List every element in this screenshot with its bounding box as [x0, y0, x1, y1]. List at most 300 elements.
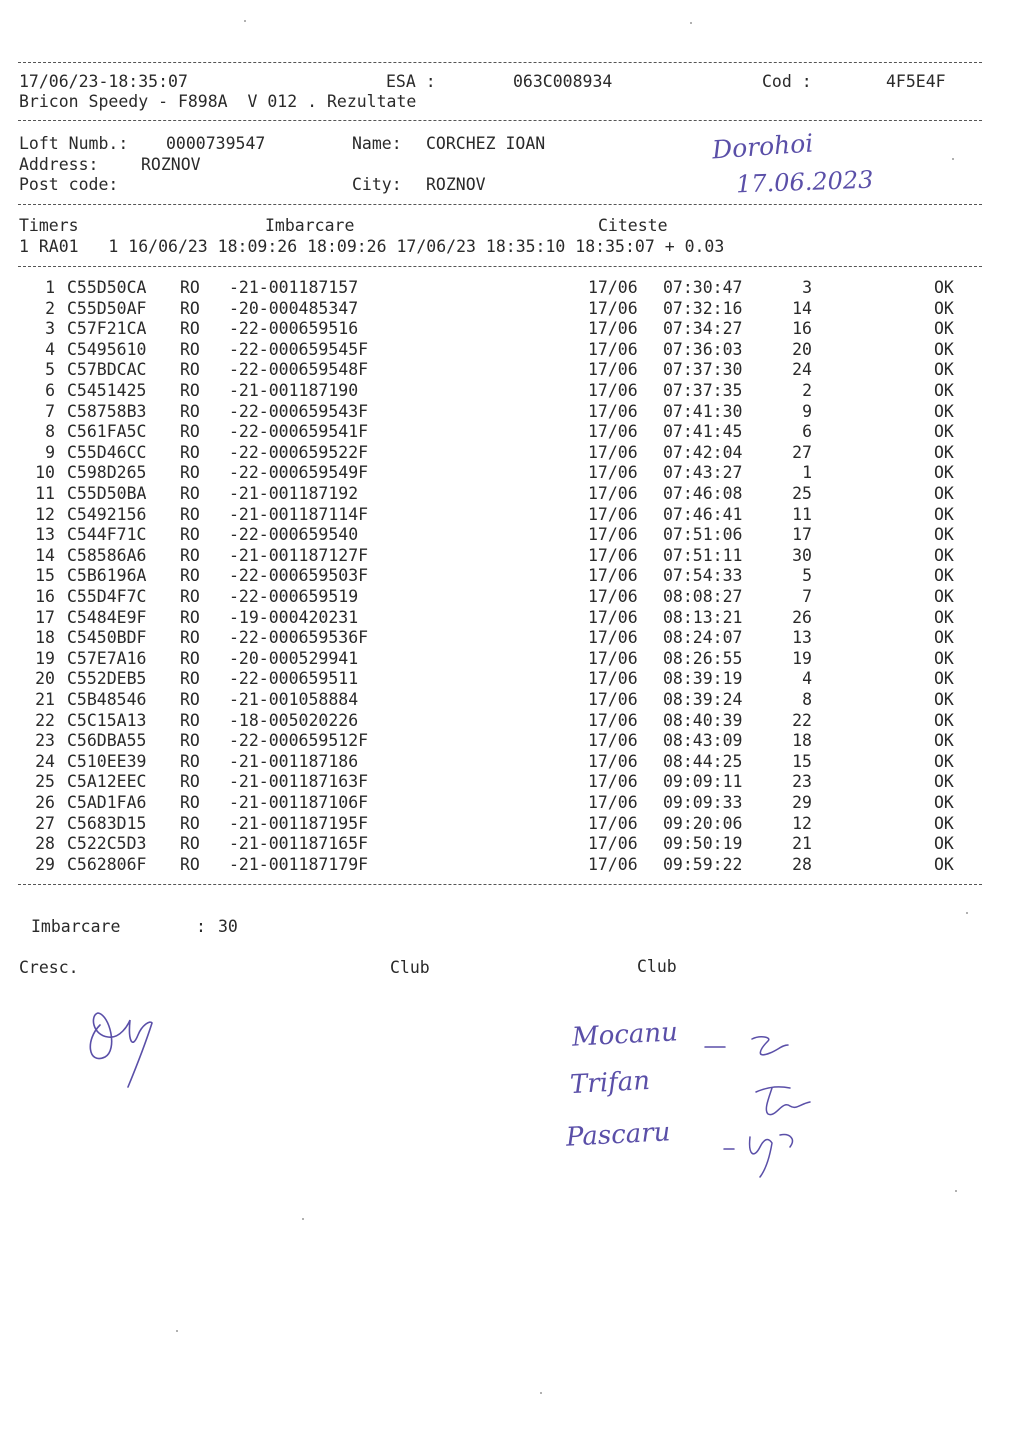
- row-date: 17/06: [588, 587, 638, 606]
- row-number: 7: [45, 401, 55, 421]
- row-code: C522C5D3: [67, 834, 147, 854]
- loft-label: Loft Numb.:: [19, 134, 129, 153]
- result-row: [0, 855, 1024, 876]
- postcode-label: Post code:: [19, 175, 119, 194]
- club-member-signature-3: [720, 1125, 810, 1180]
- scan-speck: [540, 1392, 542, 1394]
- row-country: RO: [180, 422, 200, 442]
- row-date: 17/06: [588, 751, 638, 771]
- row-code: C57BDCAC: [67, 360, 147, 380]
- row-status: OK: [934, 587, 954, 606]
- row-ring: -22-000659536F: [229, 628, 369, 648]
- row-position: 16: [792, 319, 812, 339]
- row-position: 29: [792, 793, 812, 812]
- row-date: 17/06: [588, 463, 638, 483]
- row-time: 07:41:30: [663, 401, 743, 421]
- row-ring: -21-001058884: [229, 690, 359, 709]
- row-date: 17/06: [588, 401, 638, 421]
- row-status: OK: [934, 813, 954, 833]
- row-date: 17/06: [588, 731, 638, 751]
- row-status: OK: [934, 319, 954, 339]
- row-position: 2: [802, 381, 812, 400]
- row-position: 18: [792, 731, 812, 751]
- row-country: RO: [180, 587, 200, 606]
- row-status: OK: [934, 298, 954, 318]
- row-status: OK: [934, 834, 954, 854]
- row-country: RO: [180, 442, 200, 462]
- row-date: 17/06: [588, 422, 638, 442]
- row-code: C57E7A16: [67, 648, 147, 668]
- scan-speck: [952, 158, 954, 160]
- row-code: C56DBA55: [67, 731, 147, 751]
- row-number: 20: [35, 669, 55, 689]
- club-member-name-2: Trifan: [569, 1065, 651, 1101]
- row-number: 21: [35, 690, 55, 709]
- scan-speck: [690, 22, 692, 24]
- row-ring: -22-000659549F: [229, 463, 369, 483]
- row-number: 15: [35, 566, 55, 586]
- row-ring: -22-000659545F: [229, 339, 369, 359]
- row-time: 08:13:21: [663, 607, 743, 627]
- row-position: 14: [792, 298, 812, 318]
- row-date: 17/06: [588, 339, 638, 359]
- row-code: C5450BDF: [67, 628, 147, 648]
- result-row: [0, 381, 1024, 402]
- separator-header: [18, 120, 982, 121]
- row-status: OK: [934, 690, 954, 709]
- row-number: 3: [45, 319, 55, 339]
- row-date: 17/06: [588, 525, 638, 545]
- row-date: 17/06: [588, 607, 638, 627]
- row-date: 17/06: [588, 669, 638, 689]
- row-time: 07:43:27: [663, 463, 743, 483]
- row-position: 28: [792, 854, 812, 874]
- row-country: RO: [180, 298, 200, 318]
- row-position: 5: [802, 566, 812, 586]
- row-time: 07:30:47: [663, 278, 743, 297]
- row-date: 17/06: [588, 648, 638, 668]
- imbarcare-total-value: 30: [218, 917, 238, 936]
- row-time: 07:51:06: [663, 525, 743, 545]
- row-code: C58758B3: [67, 401, 147, 421]
- timer-line: 1 RA01 1 16/06/23 18:09:26 18:09:26 17/06/23 18:35:10 18:35:07 + 0.03: [19, 237, 725, 256]
- row-number: 24: [35, 751, 55, 771]
- row-country: RO: [180, 731, 200, 751]
- row-date: 17/06: [588, 854, 638, 874]
- result-row: [0, 834, 1024, 855]
- row-ring: -22-000659541F: [229, 422, 369, 442]
- row-status: OK: [934, 278, 954, 297]
- row-ring: -21-001187179F: [229, 854, 369, 874]
- row-number: 25: [35, 772, 55, 792]
- row-ring: -22-000659543F: [229, 401, 369, 421]
- row-position: 26: [792, 607, 812, 627]
- row-status: OK: [934, 381, 954, 400]
- row-time: 07:54:33: [663, 566, 743, 586]
- row-position: 1: [802, 463, 812, 483]
- handwritten-date: 17.06.2023: [735, 165, 874, 199]
- row-ring: -22-000659522F: [229, 442, 369, 462]
- row-position: 24: [792, 360, 812, 380]
- row-ring: -22-000659503F: [229, 566, 369, 586]
- row-status: OK: [934, 463, 954, 483]
- row-position: 9: [802, 401, 812, 421]
- imbarcare-total-label: Imbarcare: [31, 917, 121, 936]
- row-country: RO: [180, 484, 200, 503]
- separator-results: [18, 884, 982, 885]
- result-row: [0, 711, 1024, 732]
- row-date: 17/06: [588, 278, 638, 297]
- row-country: RO: [180, 690, 200, 709]
- row-ring: -21-001187190: [229, 381, 359, 400]
- row-status: OK: [934, 628, 954, 648]
- row-code: C5C15A13: [67, 710, 147, 730]
- row-position: 22: [792, 710, 812, 730]
- row-time: 07:32:16: [663, 298, 743, 318]
- row-code: C5AD1FA6: [67, 793, 147, 812]
- city-value: ROZNOV: [426, 175, 486, 194]
- row-date: 17/06: [588, 834, 638, 854]
- row-country: RO: [180, 669, 200, 689]
- result-row: [0, 340, 1024, 361]
- row-date: 17/06: [588, 298, 638, 318]
- row-time: 09:09:11: [663, 772, 743, 792]
- club-member-name-1: Mocanu: [571, 1017, 679, 1053]
- row-time: 09:59:22: [663, 854, 743, 874]
- row-status: OK: [934, 854, 954, 874]
- row-position: 23: [792, 772, 812, 792]
- row-country: RO: [180, 566, 200, 586]
- name-label: Name:: [352, 134, 402, 153]
- row-date: 17/06: [588, 484, 638, 503]
- row-number: 8: [45, 422, 55, 442]
- result-row: [0, 690, 1024, 711]
- row-code: C55D4F7C: [67, 587, 147, 606]
- result-row: [0, 422, 1024, 443]
- row-country: RO: [180, 463, 200, 483]
- row-number: 29: [35, 854, 55, 874]
- row-number: 19: [35, 648, 55, 668]
- row-time: 07:36:03: [663, 339, 743, 359]
- timers-citeste-label: Citeste: [598, 216, 668, 235]
- row-date: 17/06: [588, 566, 638, 586]
- row-position: 27: [792, 442, 812, 462]
- row-status: OK: [934, 710, 954, 730]
- address-value: ROZNOV: [141, 155, 201, 174]
- row-ring: -21-001187186: [229, 751, 359, 771]
- row-ring: -22-000659519: [229, 587, 359, 606]
- result-row: [0, 360, 1024, 381]
- row-country: RO: [180, 834, 200, 854]
- result-row: [0, 772, 1024, 793]
- row-code: C55D50AF: [67, 298, 147, 318]
- row-code: C5451425: [67, 381, 147, 400]
- row-code: C55D50CA: [67, 278, 147, 297]
- result-row: [0, 814, 1024, 835]
- row-country: RO: [180, 504, 200, 524]
- row-ring: -21-001187165F: [229, 834, 369, 854]
- row-country: RO: [180, 648, 200, 668]
- row-ring: -22-000659512F: [229, 731, 369, 751]
- row-time: 08:24:07: [663, 628, 743, 648]
- handwritten-place: Dorohoi: [711, 128, 815, 165]
- row-number: 14: [35, 545, 55, 565]
- result-row: [0, 752, 1024, 773]
- row-position: 8: [802, 690, 812, 709]
- row-time: 07:46:08: [663, 484, 743, 503]
- row-status: OK: [934, 566, 954, 586]
- result-row: [0, 319, 1024, 340]
- result-row: [0, 546, 1024, 567]
- row-country: RO: [180, 607, 200, 627]
- row-date: 17/06: [588, 360, 638, 380]
- row-number: 9: [45, 442, 55, 462]
- row-date: 17/06: [588, 381, 638, 400]
- row-code: C544F71C: [67, 525, 147, 545]
- esa-value: 063C008934: [513, 72, 613, 91]
- scan-speck: [176, 1330, 178, 1332]
- row-country: RO: [180, 381, 200, 400]
- row-number: 18: [35, 628, 55, 648]
- row-number: 4: [45, 339, 55, 359]
- row-position: 7: [802, 587, 812, 606]
- row-ring: -20-000529941: [229, 648, 359, 668]
- row-country: RO: [180, 751, 200, 771]
- row-number: 23: [35, 731, 55, 751]
- row-ring: -21-001187157: [229, 278, 359, 297]
- row-code: C5484E9F: [67, 607, 147, 627]
- row-time: 07:46:41: [663, 504, 743, 524]
- fancier-name: CORCHEZ IOAN: [426, 134, 546, 153]
- row-position: 6: [802, 422, 812, 442]
- row-time: 07:37:35: [663, 381, 743, 400]
- row-code: C5A12EEC: [67, 772, 147, 792]
- device-line: Bricon Speedy - F898A V 012 . Rezultate: [19, 92, 417, 111]
- row-status: OK: [934, 731, 954, 751]
- row-code: C5B6196A: [67, 566, 147, 586]
- row-number: 27: [35, 813, 55, 833]
- result-row: [0, 628, 1024, 649]
- row-time: 08:44:25: [663, 751, 743, 771]
- row-ring: -22-000659540: [229, 525, 359, 545]
- row-status: OK: [934, 401, 954, 421]
- row-code: C55D50BA: [67, 484, 147, 503]
- row-ring: -18-005020226: [229, 710, 359, 730]
- row-date: 17/06: [588, 442, 638, 462]
- row-country: RO: [180, 360, 200, 380]
- row-status: OK: [934, 751, 954, 771]
- result-row: [0, 443, 1024, 464]
- row-ring: -21-001187127F: [229, 545, 369, 565]
- result-row: [0, 278, 1024, 299]
- row-code: C5683D15: [67, 813, 147, 833]
- separator-timers: [18, 266, 982, 267]
- row-country: RO: [180, 319, 200, 339]
- row-time: 08:39:19: [663, 669, 743, 689]
- row-position: 13: [792, 628, 812, 648]
- row-number: 5: [45, 360, 55, 380]
- result-row: [0, 566, 1024, 587]
- row-position: 30: [792, 545, 812, 565]
- separator-top: [18, 62, 982, 63]
- row-date: 17/06: [588, 813, 638, 833]
- result-row: [0, 525, 1024, 546]
- row-ring: -22-000659511: [229, 669, 359, 689]
- club-member-signature-1: [700, 1025, 800, 1065]
- row-time: 08:08:27: [663, 587, 743, 606]
- row-code: C58586A6: [67, 545, 147, 565]
- row-position: 19: [792, 648, 812, 668]
- row-status: OK: [934, 648, 954, 668]
- row-date: 17/06: [588, 793, 638, 812]
- row-time: 07:34:27: [663, 319, 743, 339]
- row-position: 3: [802, 278, 812, 297]
- row-status: OK: [934, 504, 954, 524]
- result-row: [0, 669, 1024, 690]
- club-label-1: Club: [390, 958, 430, 977]
- row-ring: -21-001187163F: [229, 772, 369, 792]
- row-status: OK: [934, 793, 954, 812]
- scan-speck: [966, 912, 968, 914]
- timers-imbarcare-label: Imbarcare: [265, 216, 355, 235]
- row-number: 28: [35, 834, 55, 854]
- row-number: 6: [45, 381, 55, 400]
- row-position: 17: [792, 525, 812, 545]
- row-number: 16: [35, 587, 55, 606]
- row-country: RO: [180, 339, 200, 359]
- row-position: 12: [792, 813, 812, 833]
- row-status: OK: [934, 360, 954, 380]
- row-code: C552DEB5: [67, 669, 147, 689]
- result-row: [0, 608, 1024, 629]
- scan-speck: [244, 20, 246, 22]
- row-time: 09:20:06: [663, 813, 743, 833]
- row-position: 4: [802, 669, 812, 689]
- row-date: 17/06: [588, 772, 638, 792]
- scan-speck: [302, 1218, 304, 1220]
- row-ring: -21-001187114F: [229, 504, 369, 524]
- row-date: 17/06: [588, 319, 638, 339]
- row-country: RO: [180, 545, 200, 565]
- cod-value: 4F5E4F: [886, 72, 946, 91]
- club-member-signature-2: [750, 1078, 830, 1123]
- row-status: OK: [934, 669, 954, 689]
- row-country: RO: [180, 401, 200, 421]
- result-row: [0, 402, 1024, 423]
- row-time: 08:43:09: [663, 731, 743, 751]
- imbarcare-total-sep: :: [196, 917, 206, 936]
- row-code: C598D265: [67, 463, 147, 483]
- row-time: 07:41:45: [663, 422, 743, 442]
- row-number: 17: [35, 607, 55, 627]
- cresc-label: Cresc.: [19, 958, 79, 977]
- row-status: OK: [934, 484, 954, 503]
- result-row: [0, 505, 1024, 526]
- row-code: C55D46CC: [67, 442, 147, 462]
- row-number: 12: [35, 504, 55, 524]
- row-ring: -21-001187195F: [229, 813, 369, 833]
- result-row: [0, 463, 1024, 484]
- row-ring: -19-000420231: [229, 607, 359, 627]
- row-country: RO: [180, 628, 200, 648]
- row-date: 17/06: [588, 690, 638, 709]
- row-code: C5B48546: [67, 690, 147, 709]
- row-time: 08:26:55: [663, 648, 743, 668]
- row-status: OK: [934, 339, 954, 359]
- row-code: C5492156: [67, 504, 147, 524]
- loft-number: 0000739547: [166, 134, 266, 153]
- club-member-name-3: Pascaru: [565, 1117, 672, 1153]
- row-number: 26: [35, 793, 55, 812]
- row-country: RO: [180, 772, 200, 792]
- address-label: Address:: [19, 155, 99, 174]
- row-position: 25: [792, 484, 812, 503]
- row-time: 07:37:30: [663, 360, 743, 380]
- esa-label: ESA :: [386, 72, 436, 91]
- row-time: 08:39:24: [663, 690, 743, 709]
- row-number: 10: [35, 463, 55, 483]
- cod-label: Cod :: [762, 72, 812, 91]
- row-code: C561FA5C: [67, 422, 147, 442]
- row-number: 13: [35, 525, 55, 545]
- scan-speck: [955, 1190, 957, 1192]
- result-row: [0, 587, 1024, 608]
- result-row: [0, 793, 1024, 814]
- row-country: RO: [180, 793, 200, 812]
- row-date: 17/06: [588, 504, 638, 524]
- print-timestamp: 17/06/23-18:35:07: [19, 72, 188, 91]
- timers-label: Timers: [19, 216, 79, 235]
- row-time: 07:51:11: [663, 545, 743, 565]
- row-status: OK: [934, 422, 954, 442]
- row-code: C5495610: [67, 339, 147, 359]
- row-ring: -21-001187192: [229, 484, 359, 503]
- row-status: OK: [934, 442, 954, 462]
- row-number: 2: [45, 298, 55, 318]
- result-row: [0, 299, 1024, 320]
- result-row: [0, 649, 1024, 670]
- row-country: RO: [180, 278, 200, 297]
- row-ring: -22-000659516: [229, 319, 359, 339]
- row-time: 09:09:33: [663, 793, 743, 812]
- row-ring: -22-000659548F: [229, 360, 369, 380]
- row-position: 20: [792, 339, 812, 359]
- row-date: 17/06: [588, 545, 638, 565]
- row-country: RO: [180, 525, 200, 545]
- city-label: City:: [352, 175, 402, 194]
- row-date: 17/06: [588, 628, 638, 648]
- row-status: OK: [934, 607, 954, 627]
- row-ring: -20-000485347: [229, 298, 359, 318]
- row-status: OK: [934, 545, 954, 565]
- row-time: 07:42:04: [663, 442, 743, 462]
- row-number: 22: [35, 710, 55, 730]
- row-position: 11: [792, 504, 812, 524]
- row-status: OK: [934, 772, 954, 792]
- result-row: [0, 484, 1024, 505]
- row-time: 08:40:39: [663, 710, 743, 730]
- row-code: C57F21CA: [67, 319, 147, 339]
- row-code: C510EE39: [67, 751, 147, 771]
- separator-loft: [18, 204, 982, 205]
- result-row: [0, 731, 1024, 752]
- row-ring: -21-001187106F: [229, 793, 369, 812]
- row-time: 09:50:19: [663, 834, 743, 854]
- row-position: 21: [792, 834, 812, 854]
- club-label-2: Club: [637, 957, 677, 976]
- row-code: C562806F: [67, 854, 147, 874]
- row-country: RO: [180, 854, 200, 874]
